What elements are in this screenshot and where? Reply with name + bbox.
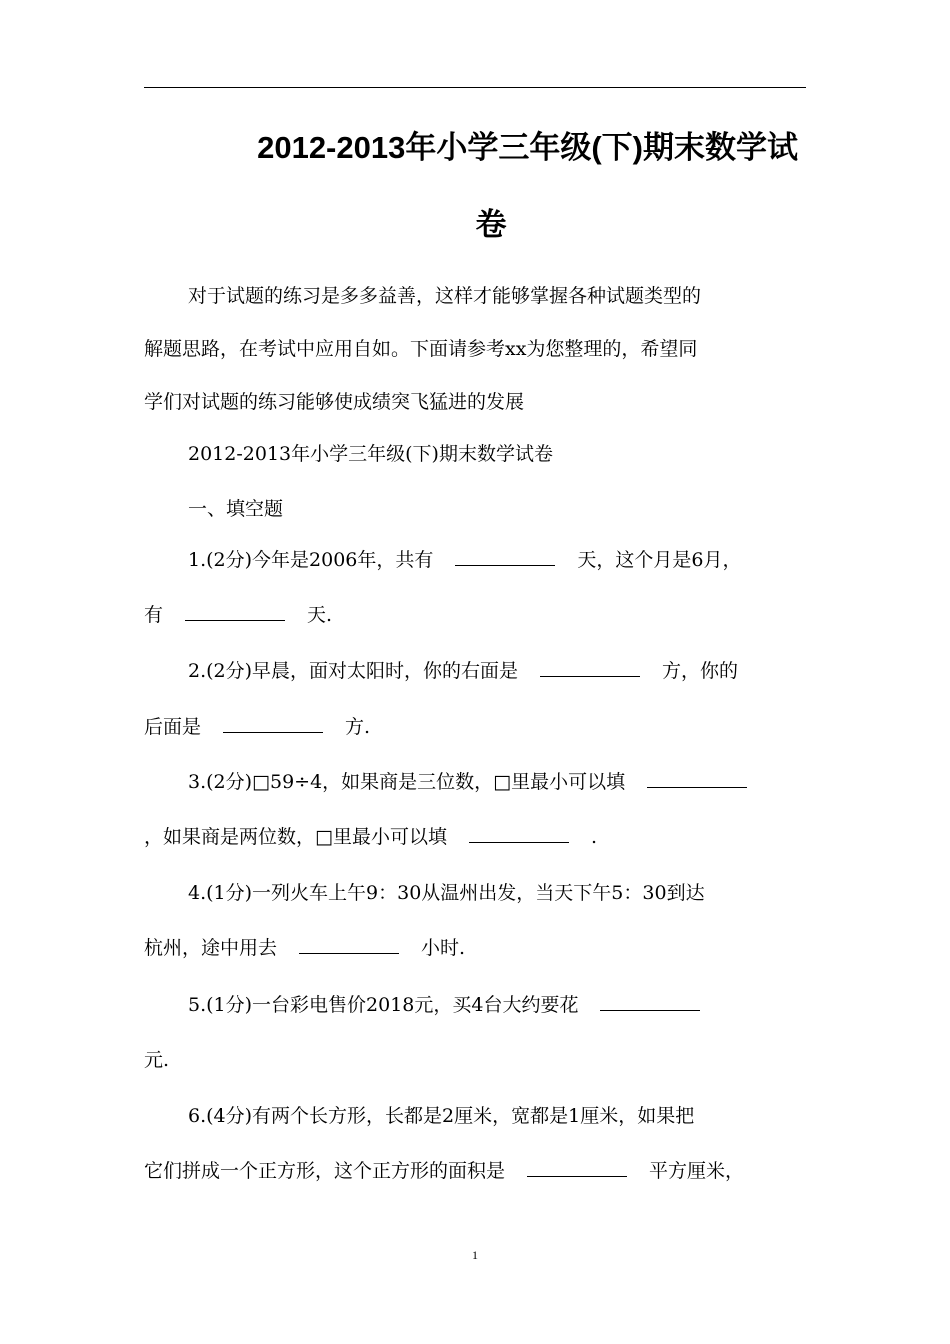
question-2-line-1 [144,658,850,684]
answer-blank[interactable] [455,547,555,566]
question-2-text-c: 后面是 [144,716,202,738]
answer-blank[interactable] [540,658,640,677]
answer-blank[interactable] [185,602,285,621]
question-4-text-d: 小时. [421,937,466,959]
question-1-line-2 [144,602,806,628]
header-rule [144,87,806,88]
question-1-text: 1.(2分)今年是2006年，共有 [188,549,434,571]
question-6-text-d: 平方厘米， [649,1160,745,1182]
title-line-2: 卷 [475,207,507,242]
question-4-line-1: 4.(1分)一列火车上午9：30从温州出发，当天下午5：30到达 [188,882,705,904]
question-3-line-1 [144,769,850,795]
question-1-line-1 [144,547,850,573]
intro-line-1: 对于试题的练习是多多益善，这样才能够掌握各种试题类型的 [188,285,702,307]
question-4-line-2 [144,935,806,961]
answer-blank[interactable] [647,769,747,788]
question-5-line-1 [144,992,850,1018]
question-2-text: 2.(2分)早晨，面对太阳时，你的右面是 [188,660,519,682]
question-1-text-d: 天. [307,604,333,626]
question-1-text-c: 有 [144,604,164,626]
question-6-line-2 [144,1158,806,1184]
question-5-text: 5.(1分)一台彩电售价2018元，买4台大约要花 [188,994,579,1016]
subtitle: 2012-2013年小学三年级(下)期末数学试卷 [188,443,553,465]
question-3-line-2 [144,824,806,850]
question-5-line-2: 元. [144,1049,170,1071]
answer-blank[interactable] [299,935,399,954]
title-line-1: 2012-2013年小学三年级(下)期末数学试 [257,130,798,165]
question-2-text-b: 方，你的 [662,660,739,682]
answer-blank[interactable] [600,992,700,1011]
question-2-line-2 [144,714,806,740]
question-6-line-1: 6.(4分)有两个长方形，长都是2厘米，宽都是1厘米，如果把 [188,1105,695,1127]
question-6-text-c: 它们拼成一个正方形，这个正方形的面积是 [144,1160,506,1182]
answer-blank[interactable] [527,1158,627,1177]
question-3-text-c: ，如果商是两位数，□里最小可以填 [144,826,447,848]
answer-blank[interactable] [469,824,569,843]
intro-line-3: 学们对试题的练习能够使成绩突飞猛进的发展 [144,391,525,413]
question-3-text: 3.(2分)□59÷4，如果商是三位数，□里最小可以填 [188,771,626,793]
intro-line-2: 解题思路，在考试中应用自如。下面请参考xx为您整理的，希望同 [144,338,698,360]
question-3-text-d: . [590,826,597,848]
answer-blank[interactable] [223,714,323,733]
question-1-text-b: 天，这个月是6月， [577,549,742,571]
section-heading: 一、填空题 [188,498,284,520]
question-4-text-c: 杭州，途中用去 [144,937,278,959]
question-2-text-d: 方. [345,716,371,738]
page-number: 1 [472,1248,478,1262]
